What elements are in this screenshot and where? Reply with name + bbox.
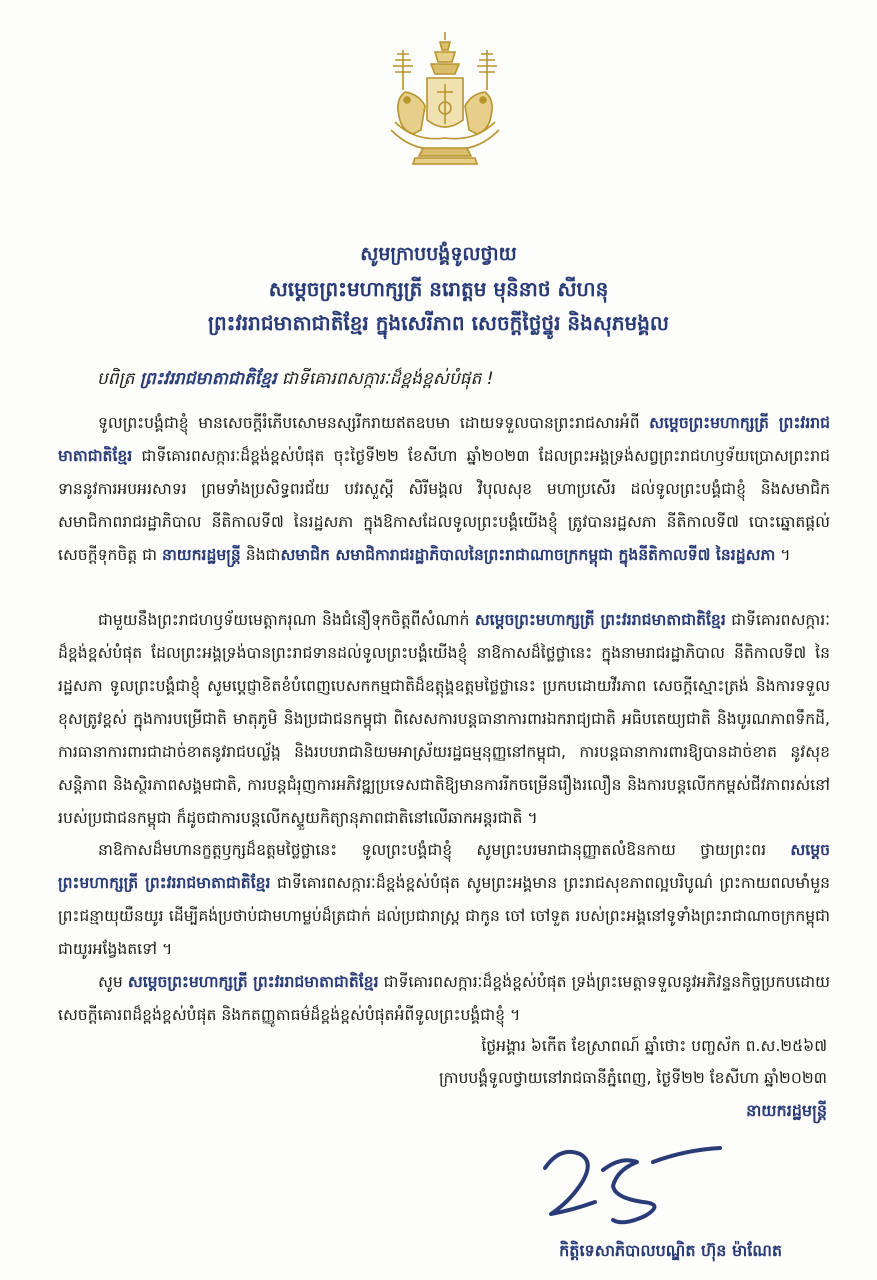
place-and-date: ក្រាបបង្គំទូលថ្វាយនៅរាជធានីភ្នំពេញ, ថ្ងៃទី២២ ខែសីហា ឆ្នាំ២០២៣ [438,1069,827,1087]
p3-text-c: ជាទីគោរពសក្ការៈដ៏ខ្ពង់ខ្ពស់បំផុត សូមព្រះអង្គមាន ព្រះរាជសុខភាពល្អបរិបូណ៌ ព្រះកាយពលមាំមួន ព្រះជន្មាយុយឺនយូរ ដើម្បីគង់ប្រថាប់ជាមហាម្លប់ដ៏ត្រជាក់ ដល់ប្រជារាស្ត្រ ជាកូន ចៅ ចៅទួត របស់ព្រះអង្គនៅទូទាំងព្រះរាជាណាចក្រកម្ពុជា ជាយូរអង្វែងតទៅ ។ [58,874,830,958]
p1-text-e: និងជា [240,546,281,564]
paragraph-2 [58,604,830,835]
salutation-line-2: សម្តេចព្រះមហាក្សត្រី នរោត្តម មុនិនាថ សីហនុ [268,277,609,301]
royal-arms-emblem-icon [385,30,505,165]
opening-title: ព្រះវររាជមាតាជាតិខ្មែរ [139,369,277,389]
p4-text-a: សូម [98,973,128,991]
signer-position: នាយករដ្ឋមន្ត្រី [746,1101,827,1120]
paragraph-3 [58,834,830,966]
p2-text-c: ជាទីគោរពសក្ការៈដ៏ខ្ពង់ខ្ពស់បំផុត ដែលព្រះអង្គទ្រង់បានព្រះរាជទានដល់ទូលព្រះបង្គំយើងខ្ញុំ នាឱកាសដ៏ថ្លៃថ្លានេះ ក្នុងនាមរាជរដ្ឋាភិបាល នីតិកាលទី៧ នៃរដ្ឋសភា ទូលព្រះបង្គំជាខ្ញុំ សូមប្តេជ្ញាខិតខំបំពេញបេសកកម្មជាតិដ៏ឧត្តុង្គឧត្តមថ្លៃថ្លានេះ ប្រកបដោយវីរភាព សេចក្តីស្មោះត្រង់ និងការទទួលខុសត្រូវខ្ពស់ ក្នុងការបម្រើជាតិ មាតុភូមិ និងប្រជាជនកម្ពុជា ពិសេសការបន្តធានាការពារឯករាជ្យជាតិ អធិបតេយ្យជាតិ និងបូរណភាពទឹកដី, ការធានាការពារជាដាច់ខាតនូវរាជបល្ល័ង្ក និងរបបរាជានិយមអាស្រ័យរដ្ឋធម្មនុញ្ញនៅកម្ពុជា, ការបន្តធានាការពារឱ្យបានដាច់ខាត នូវសុខសន្តិភាព និងស្ថិរភាពសង្គមជាតិ, ការបន្តជំរុញការអភិវឌ្ឍប្រទេសជាតិឱ្យមានការរីកចម្រើនរឿងរលឿន និងការបន្តលើកកម្ពស់ជីវភាពរស់នៅរបស់ប្រជាជនកម្ពុជា ក៏ដូចជាការបន្តលើកស្ទួយកិត្យានុភាពជាតិនៅលើឆាកអន្តរជាតិ ។ [58,611,830,827]
opening-suffix: ជាទីគោរពសក្ការៈដ៏ខ្ពង់ខ្ពស់បំផុត ! [276,369,494,389]
paragraph-1 [58,407,830,572]
p2-bold-title: សម្តេចព្រះមហាក្សត្រី ព្រះវររាជមាតាជាតិខ្មែរ [474,611,726,629]
p3-text-a: នាឱកាសដ៏មហានក្ខត្តឫក្សដ៏ឧត្តមថ្លៃថ្លានេះ ទូលព្រះបង្គំជាខ្ញុំ សូមព្រះបរមរាជានុញ្ញាតលំឱនកាយ ថ្វាយព្រះពរ [98,841,791,859]
opening-prefix: បពិត្រ [97,369,140,389]
handwritten-signature-icon [525,1140,735,1230]
paragraph-4 [58,966,830,1032]
p4-bold-title: សម្តេចព្រះមហាក្សត្រី ព្រះវររាជមាតាជាតិខ្មែរ [127,973,379,991]
signer-name: កិត្តិទេសាភិបាលបណ្ឌិត ហ៊ុន ម៉ាណែត [559,1241,782,1260]
lunar-date: ថ្ងៃអង្គារ ៦កើត ខែស្រាពណ៍ ឆ្នាំថោះ បញ្ចស័ក ព.ស.២៥៦៧ [481,1037,827,1055]
p2-text-a: ជាមួយនឹងព្រះរាជហឫទ័យមេត្តាករុណា និងជំនឿទុកចិត្តពីសំណាក់ [98,611,475,629]
opening-address [97,368,494,393]
p3-bold-title: សម្តេចព្រះមហាក្សត្រី ព្រះវររាជមាតាជាតិខ្មែរ [58,841,830,892]
salutation-line-3: ព្រះវររាជមាតាជាតិខ្មែរ ក្នុងសេរីភាព សេចក្តីថ្លៃថ្នូរ និងសុភមង្គល [208,311,669,335]
p1-bold-government: សមាជិក សមាជិការាជរដ្ឋាភិបាលនៃព្រះរាជាណាចក្រកម្ពុជា ក្នុងនីតិកាលទី៧ នៃរដ្ឋសភា [280,546,776,564]
p1-text-g: ។ [775,546,791,564]
p1-text-c: ជាទីគោរពសក្ការៈដ៏ខ្ពង់ខ្ពស់បំផុត ចុះថ្ងៃទី២២ ខែសីហា ឆ្នាំ២០២៣ ដែលព្រះអង្គទ្រង់សព្វព្រះរាជហឫទ័យប្រោសព្រះរាជទាននូវការអបអរសាទរ ព្រមទាំងប្រសិទ្ធពរជ័យ បវរសួស្តី សិរីមង្គល វិបុលសុខ មហាប្រសើរ ដល់ទូលព្រះបង្គំជាខ្ញុំ និងសមាជិក សមាជិកាពរាជរដ្ឋាភិបាល នីតិកាលទី៧ នៃរដ្ឋសភា ក្នុងឱកាសដែលទូលព្រះបង្គំយើងខ្ញុំ ត្រូវបានរដ្ឋសភា នីតិកាលទី៧ បោះឆ្នោតផ្តល់សេចក្តីទុកចិត្ត ជា [58,447,830,564]
p4-text-c: ជាទីគោរពសក្ការៈដ៏ខ្ពង់ខ្ពស់បំផុត ទ្រង់ព្រះមេត្តាទទួលនូវអភិវន្ទនកិច្ចប្រកបដោយសេចក្តីគោរពដ៏ខ្ពង់ខ្ពស់បំផុត និងកតញ្ញូតាធម៌ដ៏ខ្ពង់ខ្ពស់បំផុតអំពីទូលព្រះបង្គំជាខ្ញុំ ។ [58,973,830,1024]
p1-text-a: ទូលព្រះបង្គំជាខ្ញុំ មានសេចក្តីរំភើបសោមនស្សរីករាយឥតឧបមា ដោយទទួលបានព្រះរាជសារអំពី [98,414,650,432]
salutation-line-1: សូមក្រាបបង្គំទូលថ្វាយ [360,243,517,265]
p1-bold-title: សម្តេចព្រះមហាក្សត្រី ព្រះវររាជមាតាជាតិខ្មែរ [58,414,830,465]
p1-bold-position: នាយករដ្ឋមន្ត្រី [161,546,241,564]
